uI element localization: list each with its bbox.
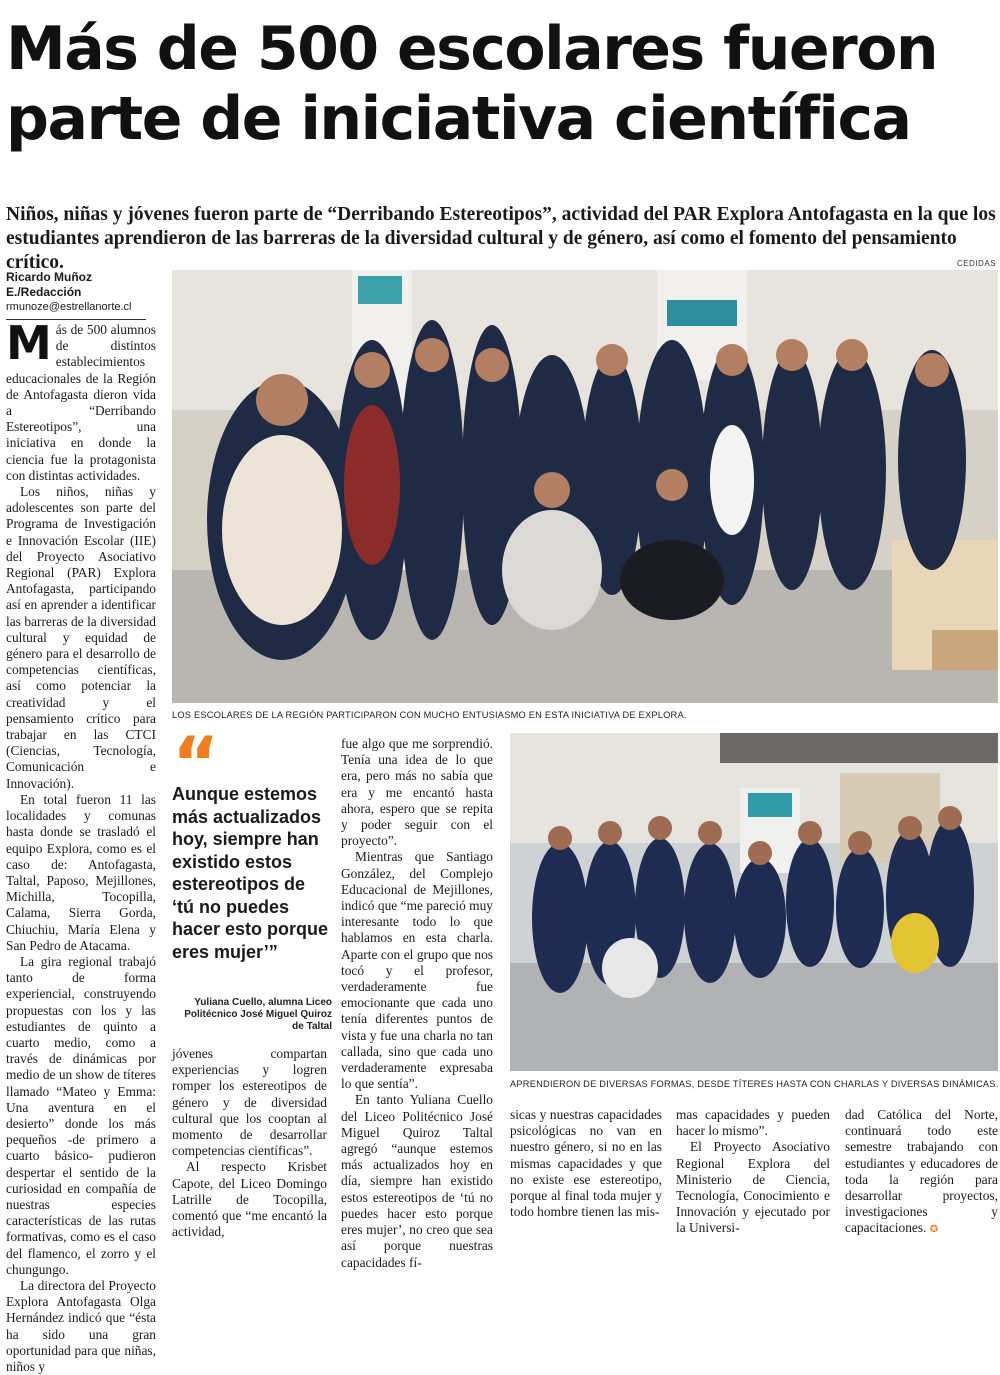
paragraph: mas capacidades y pueden hacer lo mismo”.: [676, 1107, 830, 1139]
end-mark-icon: ✪: [929, 1224, 939, 1236]
pull-quote: [172, 721, 332, 1033]
quote-mark-icon: “: [172, 721, 214, 805]
pull-quote-text: Aunque estemos más actualizados hoy, siempre han existido estos estereotipos de ‘tú no puedes hacer esto porque eres mujer’”: [172, 784, 329, 962]
paragraph: Al respecto Krisbet Capote, del Liceo Domingo Latrille de Tocopilla, comentó que “me encantó la actividad,: [172, 1159, 327, 1240]
byline-name: Ricardo Muñoz E./Redacción: [6, 270, 92, 299]
photo-credit: CEDIDAS: [956, 259, 996, 268]
headline-line-1: Más de 500 escolares fueron: [6, 14, 938, 84]
article-column-4: [510, 1107, 662, 1220]
paragraph: La gira regional trabajó tanto de forma experiencial, construyendo propuestas con los y las estudiantes de quinto a cuarto medio, como a través de dinámicas por medio de un show de títeres llamado “Mateo y Emma: Una aventura en el desierto” donde los más pequeños -de primero a cuarto básico- pudieron despertar el sentido de la curiosidad en compañía de nuestras especies características de las rutas formativas, como es el caso del flamenco, el zorro y el chungungo.: [6, 953, 156, 1277]
byline: [6, 270, 154, 320]
paragraph-text: ás de 500 alumnos de distintos establecimientos educacionales de la Región de Antofagasta dieron vida a “Derribando Estereotipos”, una iniciativa en donde la ciencia fue la protagonista con distintas actividades.: [6, 322, 156, 483]
article-column-1: [6, 316, 156, 1375]
pull-quote-attribution: Yuliana Cuello, alumna Liceo Politécnico José Miguel Quiroz de Taltal: [184, 997, 332, 1032]
caption-photo-secondary: APRENDIERON DE DIVERSAS FORMAS, DESDE TÍTERES HASTA CON CHARLAS Y DIVERSAS DINÁMICAS.: [510, 1079, 999, 1089]
paragraph: En tanto Yuliana Cuello del Liceo Politécnico José Miguel Quiroz Taltal agregó “aunque estemos más actualizados hoy en día, siempre han existido estos estereotipos de ‘tú no puedes hacer esto porque eres mujer’, no creo que sea así porque nuestras capacidades fí-: [341, 1092, 493, 1270]
paragraph-text: dad Católica del Norte, continuará todo este semestre trabajando con estudiantes y educadores de toda la región para desarrollar proyectos, investigaciones y capacitaciones.: [845, 1107, 998, 1236]
caption-photo-main: LOS ESCOLARES DE LA REGIÓN PARTICIPARON CON MUCHO ENTUSIASMO EN ESTA INICIATIVA DE EXPLORA.: [172, 710, 687, 720]
paragraph: fue algo que me sorprendió. Tenía una idea de lo que era, pero más no sabía que era y me encantó hasta ahora, espero que se repita y poder seguir con el proyecto”.: [341, 736, 493, 849]
paragraph: sicas y nuestras capacidades psicológicas no van en nuestro género, si no en las mismas capacidades y que no existe ese estereotipo, porque al final toda mujer y todo hombre tienen las mis-: [510, 1107, 662, 1220]
article-column-2: [172, 1046, 327, 1240]
deck: Niños, niñas y jóvenes fueron parte de “Derribando Estereotipos”, actividad del PAR Explora Antofagasta en la que los estudiantes aprendieron de las barreras de la diversidad cultural y de género, así como el fomento del pensamiento crítico.: [6, 204, 996, 273]
paragraph: El Proyecto Asociativo Regional Explora del Ministerio de Ciencia, Tecnología, Conocimiento e Innovación y ejecutado por la Universi-: [676, 1139, 830, 1236]
paragraph: [6, 316, 156, 484]
article-column-3: [341, 736, 493, 1271]
paragraph: Los niños, niñas y adolescentes son parte del Programa de Investigación e Innovación Escolar (IIE) del Proyecto Asociativo Regional (PAR) Explora Antofagasta, participando así en aprender a identificar las barreras de la diversidad cultural y equidad de género para el desarrollo de competencias científicas, así como potenciar la creatividad y el pensamiento crítico para trabajar en las CTCI (Ciencias, Tecnología, Comunicación e Innovación).: [6, 484, 156, 791]
paragraph: [845, 1107, 998, 1239]
drop-cap: M: [6, 316, 52, 370]
group-photo-main: [172, 270, 998, 703]
group-photo-main-image: [172, 270, 998, 703]
group-photo-secondary-image: [510, 733, 998, 1071]
byline-email[interactable]: rmunoze@estrellanorte.cl: [6, 301, 132, 313]
paragraph: La directora del Proyecto Explora Antofagasta Olga Hernández indicó que “ésta ha sido una gran oportunidad para que niñas, niños y: [6, 1277, 156, 1374]
headline: [6, 14, 996, 154]
group-photo-secondary: [510, 733, 998, 1071]
headline-line-2: parte de iniciativa científica: [6, 84, 911, 154]
paragraph: jóvenes compartan experiencias y logren romper los estereotipos de género y de diversidad cultural que los cooptan al momento de desarrollar competencias científicas”.: [172, 1046, 327, 1159]
article-column-6: [845, 1107, 998, 1239]
paragraph: Mientras que Santiago González, del Complejo Educacional de Mejillones, indicó que “me pareció muy interesante todo lo que hablamos en esta charla. Aparte con el grupo que nos tocó y el profesor, verdaderamente fue emocionante que cada uno tenía diferentes puntos de vista y fue una charla no tan callada, sino que cada uno verdaderamente expresaba lo que sentía”.: [341, 849, 493, 1092]
paragraph: En total fueron 11 las localidades y comunas hasta donde se trasladó el equipo Explora, como es el caso de: Antofagasta, Taltal, Paposo, Mejillones, Michilla, Tocopilla, Calama, Sierra Gorda, Chiuchiu, María Elena y San Pedro de Atacama.: [6, 791, 156, 953]
article-column-5: [676, 1107, 830, 1237]
